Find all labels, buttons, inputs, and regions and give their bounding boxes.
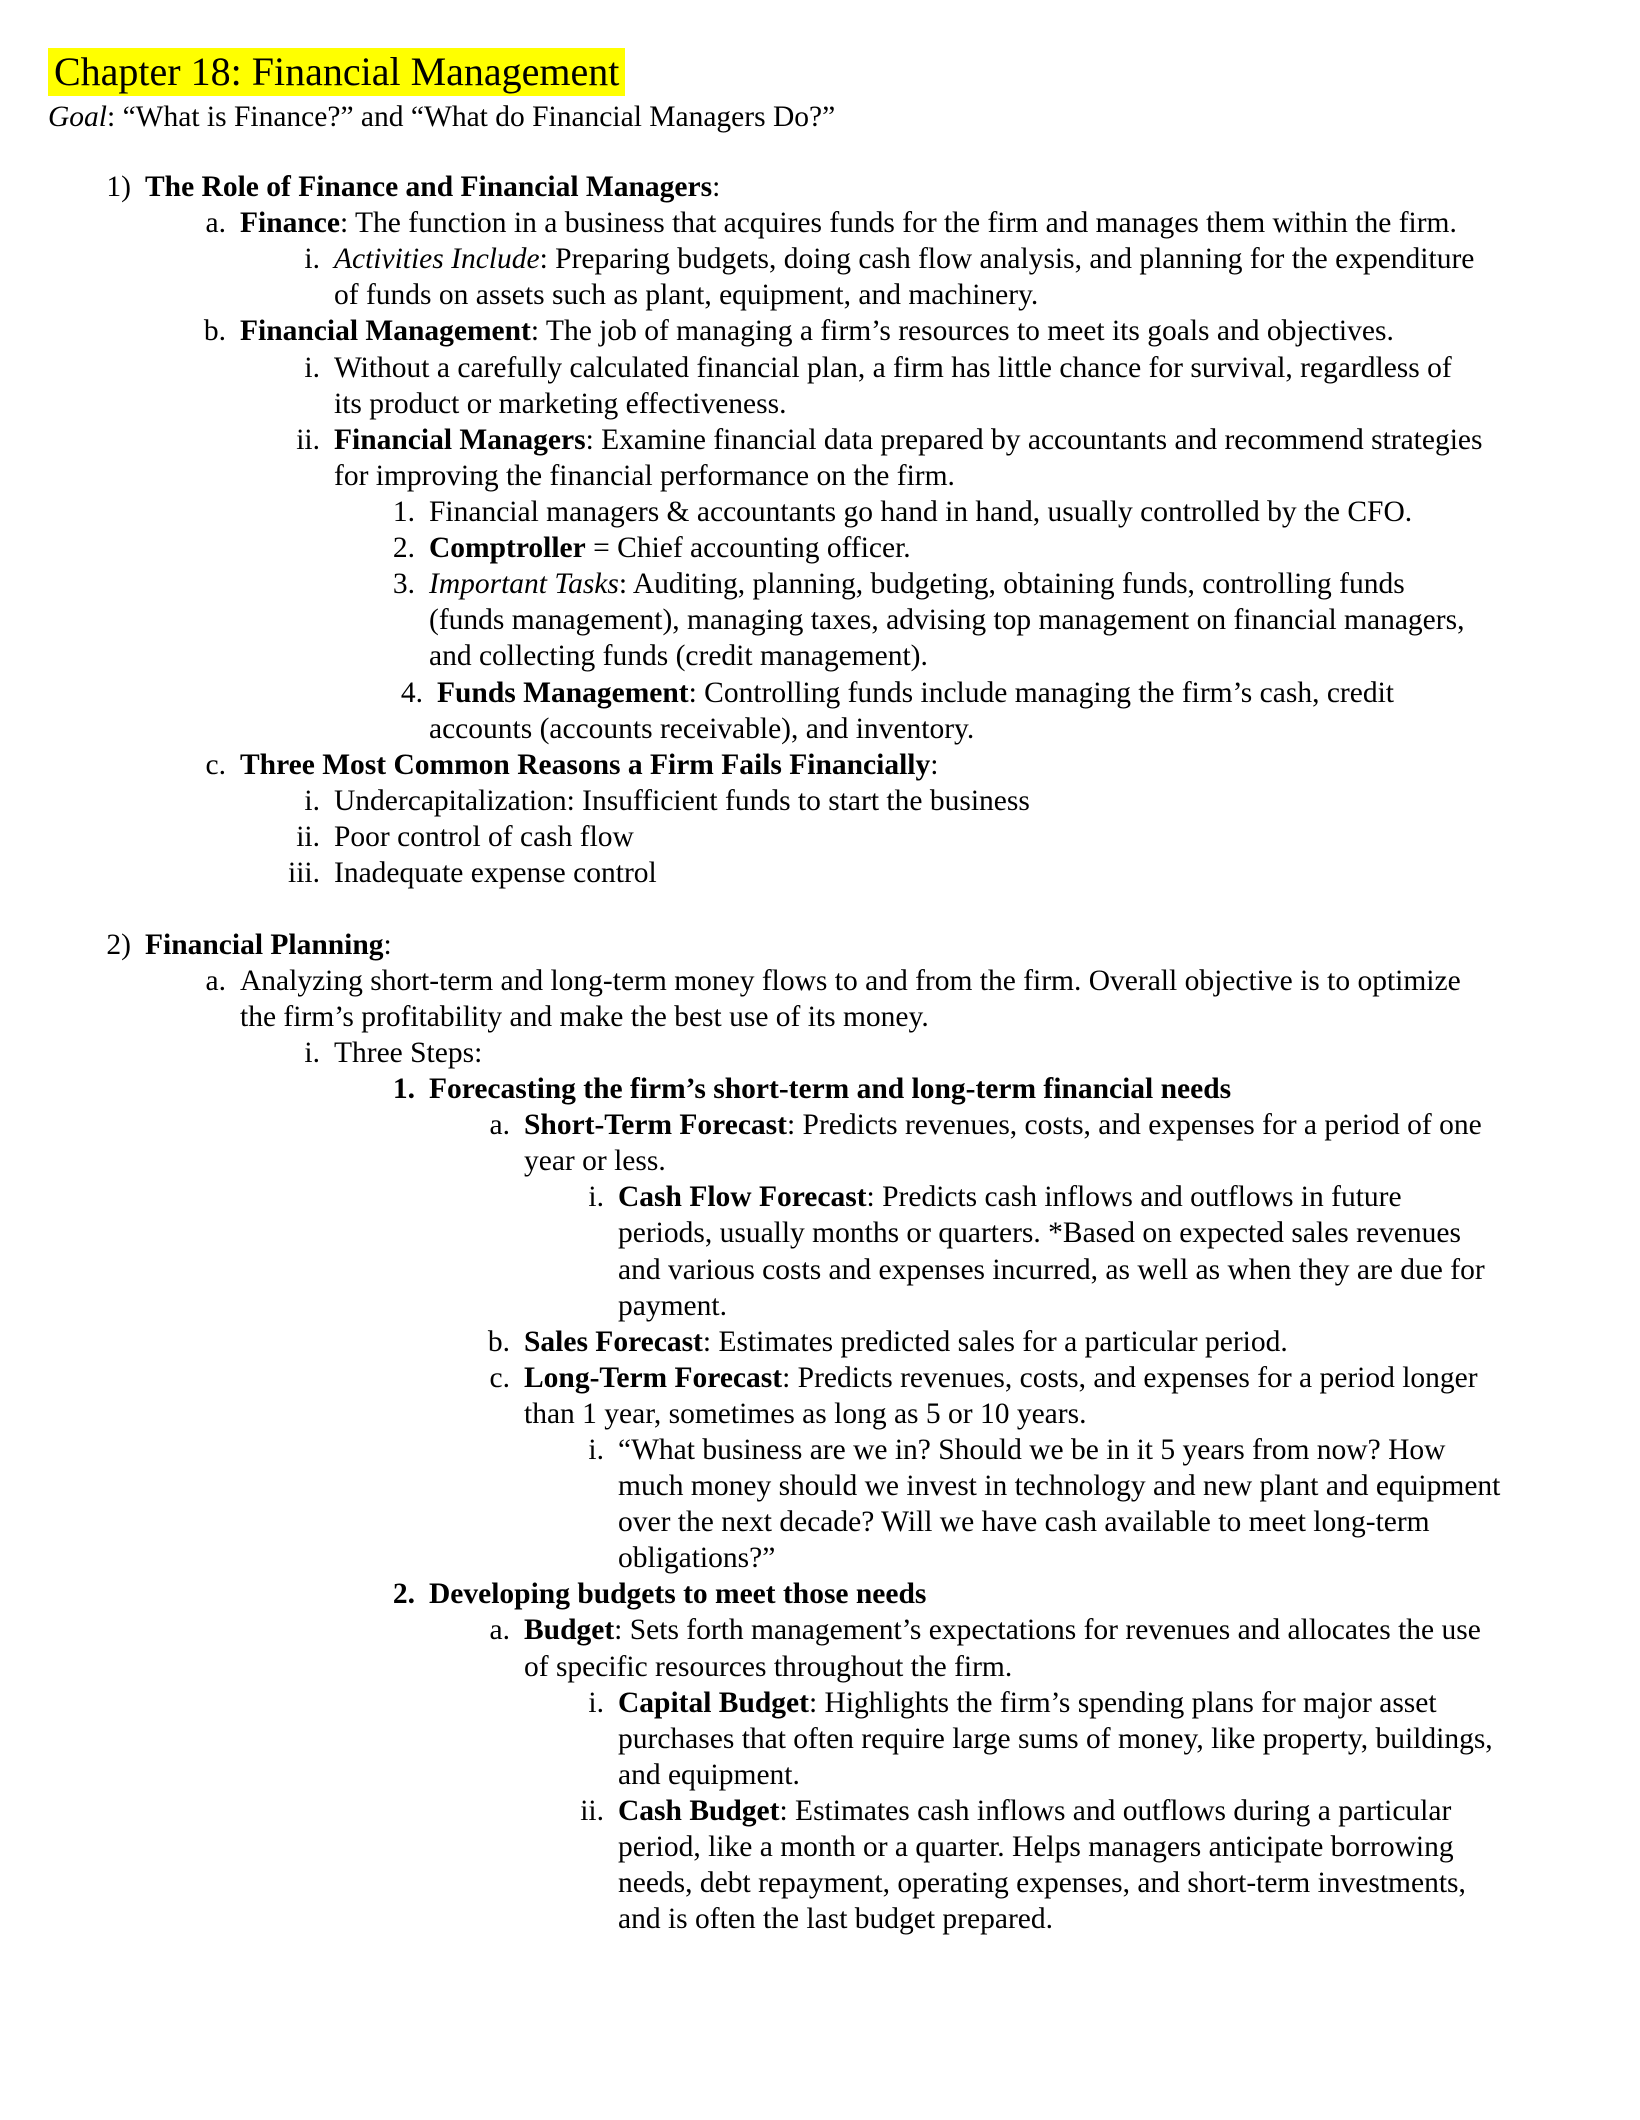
outline-line <box>618 1541 775 1575</box>
line-text: Undercapitalization: Insufficient funds to start the business <box>334 785 1030 817</box>
bold-term: Short-Term Forecast <box>524 1109 787 1141</box>
line-text: (funds management), managing taxes, advising top management on financial managers, <box>429 604 1465 636</box>
line-text: and various costs and expenses incurred, as well as when they are due for <box>618 1254 1485 1286</box>
outline-line <box>437 676 1394 710</box>
outline-line <box>334 856 657 890</box>
outline-line <box>618 1722 1493 1756</box>
line-text: : Sets forth management’s expectations for revenues and allocates the use <box>614 1614 1481 1646</box>
list-marker: a. <box>205 965 226 997</box>
line-text: : Predicts revenues, costs, and expenses for a period longer <box>782 1362 1478 1394</box>
list-marker: b. <box>487 1326 510 1358</box>
bold-term: Sales Forecast <box>524 1326 703 1358</box>
page-title: Chapter 18: Financial Management <box>48 48 625 96</box>
outline-line <box>618 1758 800 1792</box>
list-marker: 1. <box>392 1073 415 1105</box>
line-text: : Predicts revenues, costs, and expenses for a period of one <box>786 1109 1482 1141</box>
outline-line <box>618 1253 1485 1287</box>
bold-term: Financial Managers <box>334 424 586 456</box>
list-marker: ii. <box>296 424 320 456</box>
line-text: : <box>383 929 392 961</box>
bold-term: Capital Budget <box>618 1687 809 1719</box>
line-text: : Highlights the firm’s spending plans for major asset <box>808 1687 1437 1719</box>
list-marker: a. <box>489 1109 510 1141</box>
outline-line <box>524 1325 1288 1359</box>
line-text: : Examine financial data prepared by accountants and recommend strategies <box>585 424 1483 456</box>
line-text: : <box>930 749 939 781</box>
bold-term: Long-Term Forecast <box>524 1362 783 1394</box>
outline-line <box>524 1650 1012 1684</box>
line-text: for improving the financial performance on the firm. <box>334 460 955 492</box>
line-text: : Auditing, planning, budgeting, obtaining funds, controlling funds <box>618 568 1405 600</box>
outline-line <box>240 314 1394 348</box>
line-text: “What business are we in? Should we be in it 5 years from now? How <box>618 1434 1446 1466</box>
line-text: : Preparing budgets, doing cash flow analysis, and planning for the expenditure <box>539 243 1475 275</box>
line-text: Three Steps: <box>334 1037 483 1069</box>
outline-line <box>429 531 911 565</box>
line-text: : Estimates predicted sales for a particular period. <box>702 1326 1288 1358</box>
list-marker: 2) <box>106 929 131 961</box>
list-marker: 1) <box>106 171 131 203</box>
bold-term: Forecasting the firm’s short-term and long-term financial needs <box>429 1073 1232 1105</box>
outline-line <box>334 387 786 421</box>
goal-text: : “What is Finance?” and “What do Financial Managers Do?” <box>107 101 836 133</box>
outline-line <box>618 1180 1402 1214</box>
line-text: of funds on assets such as plant, equipment, and machinery. <box>334 279 1039 311</box>
line-text: accounts (accounts receivable), and inventory. <box>429 713 975 745</box>
outline-line <box>429 603 1464 637</box>
outline-line <box>429 567 1405 601</box>
list-marker: i. <box>304 1037 320 1069</box>
line-text: : Controlling funds include managing the firm’s cash, credit <box>688 677 1394 709</box>
outline-line <box>618 1433 1445 1467</box>
line-text: year or less. <box>524 1145 666 1177</box>
outline-line <box>618 1469 1500 1503</box>
line-text: Analyzing short-term and long-term money flows to and from the firm. Overall objective is to optimize <box>240 965 1461 997</box>
line-text: of specific resources throughout the firm. <box>524 1651 1013 1683</box>
outline-line <box>240 748 938 782</box>
list-marker: a. <box>489 1614 510 1646</box>
outline-line <box>524 1108 1482 1142</box>
outline-line <box>429 712 974 746</box>
line-text: obligations?” <box>618 1542 776 1574</box>
outline-line <box>618 1794 1451 1828</box>
line-text: Inadequate expense control <box>334 857 657 889</box>
bold-term: Funds Management <box>437 677 689 709</box>
list-marker: i. <box>588 1181 604 1213</box>
line-text: Financial managers & accountants go hand in hand, usually controlled by the CFO. <box>429 496 1413 528</box>
outline-line <box>145 928 392 962</box>
outline-line <box>618 1216 1461 1250</box>
goal-label: Goal <box>48 101 107 133</box>
bold-term: Financial Planning <box>145 929 384 961</box>
list-marker: 4. <box>400 677 423 709</box>
line-text: and is often the last budget prepared. <box>618 1903 1053 1935</box>
outline-line <box>334 278 1038 312</box>
line-text: : The job of managing a firm’s resources to meet its goals and objectives. <box>530 315 1394 347</box>
line-text: periods, usually months or quarters. *Based on expected sales revenues <box>618 1217 1461 1249</box>
list-marker: a. <box>205 207 226 239</box>
outline-line <box>618 1830 1454 1864</box>
line-text: needs, debt repayment, operating expenses, and short-term investments, <box>618 1867 1466 1899</box>
list-marker: iii. <box>288 857 320 889</box>
outline-line <box>429 495 1412 529</box>
outline-line <box>334 820 634 854</box>
list-marker: i. <box>304 243 320 275</box>
list-marker: ii. <box>296 821 320 853</box>
list-marker: 2. <box>392 532 415 564</box>
outline-line <box>240 1000 929 1034</box>
line-text: Without a carefully calculated financial plan, a firm has little chance for survival, regardless of <box>334 352 1452 384</box>
outline-line <box>429 1072 1231 1106</box>
line-text: : The function in a business that acquires funds for the firm and manages them within the firm. <box>339 207 1457 239</box>
line-text: : Predicts cash inflows and outflows in future <box>866 1181 1402 1213</box>
bold-term: Cash Flow Forecast <box>618 1181 867 1213</box>
line-text: : <box>712 171 721 203</box>
outline-line <box>240 964 1461 998</box>
line-text: period, like a month or a quarter. Helps managers anticipate borrowing <box>618 1831 1454 1863</box>
list-marker: i. <box>588 1434 604 1466</box>
line-text: payment. <box>618 1290 727 1322</box>
outline-line <box>524 1144 666 1178</box>
line-text: and collecting funds (credit management). <box>429 640 928 672</box>
outline-line <box>618 1686 1437 1720</box>
list-marker: 3. <box>392 568 415 600</box>
list-marker: 1. <box>392 496 415 528</box>
outline-line <box>145 170 720 204</box>
bold-term: Comptroller <box>429 532 586 564</box>
bold-term: Financial Management <box>240 315 531 347</box>
outline-line <box>334 1036 482 1070</box>
line-text: much money should we invest in technology and new plant and equipment <box>618 1470 1501 1502</box>
outline-line <box>334 242 1474 276</box>
bold-term: Budget <box>524 1614 615 1646</box>
outline-line <box>334 459 955 493</box>
outline-line <box>334 423 1482 457</box>
line-text: over the next decade? Will we have cash available to meet long-term <box>618 1506 1430 1538</box>
outline-line <box>618 1289 727 1323</box>
bold-term: Three Most Common Reasons a Firm Fails Financially <box>240 749 931 781</box>
bold-term: Developing budgets to meet those needs <box>429 1578 927 1610</box>
outline-line <box>334 784 1030 818</box>
list-marker: ii. <box>580 1795 604 1827</box>
outline-line <box>429 639 928 673</box>
bold-term: Finance <box>240 207 340 239</box>
outline-line <box>524 1397 1086 1431</box>
outline-line <box>334 351 1452 385</box>
outline-line <box>618 1902 1053 1936</box>
line-text: its product or marketing effectiveness. <box>334 388 787 420</box>
goal-line <box>48 100 835 134</box>
list-marker: b. <box>203 315 226 347</box>
list-marker: i. <box>588 1687 604 1719</box>
italic-term: Important Tasks <box>429 568 619 600</box>
outline-line <box>524 1613 1481 1647</box>
list-marker: 2. <box>392 1578 415 1610</box>
list-marker: c. <box>205 749 226 781</box>
line-text: and equipment. <box>618 1759 800 1791</box>
list-marker: i. <box>304 785 320 817</box>
outline-line <box>618 1866 1466 1900</box>
list-marker: c. <box>489 1362 510 1394</box>
bold-term: Cash Budget <box>618 1795 780 1827</box>
line-text: Poor control of cash flow <box>334 821 634 853</box>
line-text: purchases that often require large sums of money, like property, buildings, <box>618 1723 1493 1755</box>
outline-line <box>429 1577 926 1611</box>
bold-term: The Role of Finance and Financial Managers <box>145 171 713 203</box>
outline-line <box>240 206 1457 240</box>
outline-line <box>524 1361 1478 1395</box>
italic-term: Activities Include <box>334 243 540 275</box>
line-text: the firm’s profitability and make the best use of its money. <box>240 1001 929 1033</box>
outline-line <box>618 1505 1430 1539</box>
line-text: = Chief accounting officer. <box>585 532 911 564</box>
list-marker: i. <box>304 352 320 384</box>
line-text: than 1 year, sometimes as long as 5 or 10 years. <box>524 1398 1087 1430</box>
line-text: : Estimates cash inflows and outflows during a particular <box>779 1795 1452 1827</box>
